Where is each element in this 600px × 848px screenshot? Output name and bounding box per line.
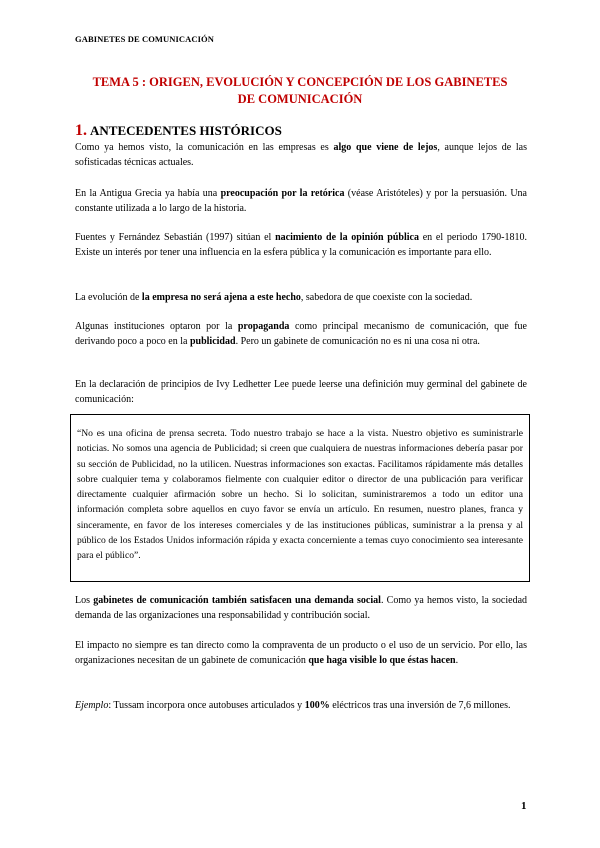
text-run: : Tussam incorpora once autobuses articulados y bbox=[108, 700, 305, 711]
section-heading bbox=[75, 122, 282, 140]
text-run: como principal mecanismo de comunicación, que fue derivando poco a poco en la bbox=[75, 321, 527, 348]
text-run: Los bbox=[75, 595, 94, 606]
chapter-title-line-1: TEMA 5 : ORIGEN, EVOLUCIÓN Y CONCEPCIÓN DE LOS GABINETES bbox=[92, 75, 508, 89]
paragraph-1 bbox=[75, 140, 527, 170]
section-title: ANTECEDENTES HISTÓRICOS bbox=[90, 123, 282, 138]
section-number: 1. bbox=[75, 122, 87, 139]
paragraph-2 bbox=[75, 186, 527, 216]
chapter-title-line-2: DE COMUNICACIÓN bbox=[237, 92, 363, 106]
paragraph-8 bbox=[75, 638, 527, 668]
text-run: Fuentes y Fernández Sebastián (1997) sitúan el bbox=[75, 232, 276, 243]
quote-text: “No es una oficina de prensa secreta. Todo nuestro trabajo se hace a la vista. Nuestro objetivo es suministrarle noticias. No somos una agencia de Publicidad; si creen que cualquiera de nuestras informaciones debería pasar por su sección de Publicidad, no la utilicen. Nuestras informaciones son exactas. Facilitamos rápidamente más detalles sobre cualquier tema y colaboramos fielmente con cualquier editor o director de una publicación para verificar directamente cualquier afirmación sobre un hecho. Si lo solicitan, suministraremos a todo un editor una información completa sobre aquellos en cuyo favor se envía un artículo. En resumen, nuestro planes, franca y sinceramente, en favor de los intereses comerciales y de las instituciones públicas, suministrar a la prensa y al público de los Estados Unidos información rápida y exacta concerniente a temas cuyo conocimiento sea interesante para el público”. bbox=[77, 428, 523, 562]
chapter-title bbox=[60, 74, 540, 108]
paragraph-9 bbox=[75, 698, 527, 713]
text-run: En la Antigua Grecia ya había una bbox=[75, 188, 221, 199]
text-run: En la declaración de principios de Ivy Ledhetter Lee puede leerse una definición muy germinal del gabinete de comunicación: bbox=[75, 379, 527, 406]
text-run: Algunas instituciones optaron por la bbox=[75, 321, 238, 332]
bold-text: preocupación por la retórica bbox=[220, 188, 345, 199]
bold-text: que haga visible lo que éstas hacen bbox=[308, 655, 456, 667]
text-run: , aunque lejos de las sofisticadas técnicas actuales. bbox=[75, 142, 527, 169]
text-run: en el periodo 1790-1810. Existe un interés por tener una influencia en la esfera pública y la comunicación es importante para ello. bbox=[75, 232, 528, 259]
text-run: El impacto no siempre es tan directo como la compraventa de un producto o el uso de un servicio. Por ello, las organizaciones necesitan de un gabinete de comunicación bbox=[75, 640, 527, 667]
bold-text: nacimiento de la opinión pública bbox=[275, 232, 419, 243]
text-run: Como ya hemos visto, la comunicación en las empresas es bbox=[75, 142, 334, 153]
bold-text: algo que viene de lejos bbox=[333, 142, 438, 153]
paragraph-7 bbox=[75, 593, 527, 623]
paragraph-5 bbox=[75, 319, 527, 349]
paragraph-4 bbox=[75, 290, 527, 305]
paragraph-3 bbox=[75, 230, 527, 260]
text-run: , sabedora de que coexiste con la sociedad. bbox=[300, 292, 473, 303]
bold-text: 100% bbox=[304, 700, 330, 711]
text-run: (véase Aristóteles) y por la persuasión. Una constante utilizada a lo largo de la historia. bbox=[75, 188, 527, 215]
text-run: La evolución de bbox=[75, 292, 142, 303]
example-label: Ejemplo bbox=[75, 700, 109, 711]
text-run: eléctricos tras una inversión de 7,6 millones. bbox=[329, 700, 511, 711]
page-number: 1 bbox=[521, 800, 527, 812]
bold-text: publicidad bbox=[189, 336, 236, 348]
text-run: . Pero un gabinete de comunicación no es ni una cosa ni otra. bbox=[235, 336, 480, 348]
bold-text: gabinetes de comunicación también satisfacen una demanda social bbox=[93, 595, 381, 606]
paragraph-6 bbox=[75, 377, 527, 407]
bold-text: la empresa no será ajena a este hecho bbox=[141, 292, 301, 303]
quote-box bbox=[70, 414, 530, 582]
running-header: GABINETES DE COMUNICACIÓN bbox=[75, 34, 214, 44]
bold-text: propaganda bbox=[237, 321, 290, 332]
text-run: . bbox=[455, 655, 459, 667]
text-run: . Como ya hemos visto, la sociedad demanda de las organizaciones una responsabilidad y contribución social. bbox=[75, 595, 528, 622]
